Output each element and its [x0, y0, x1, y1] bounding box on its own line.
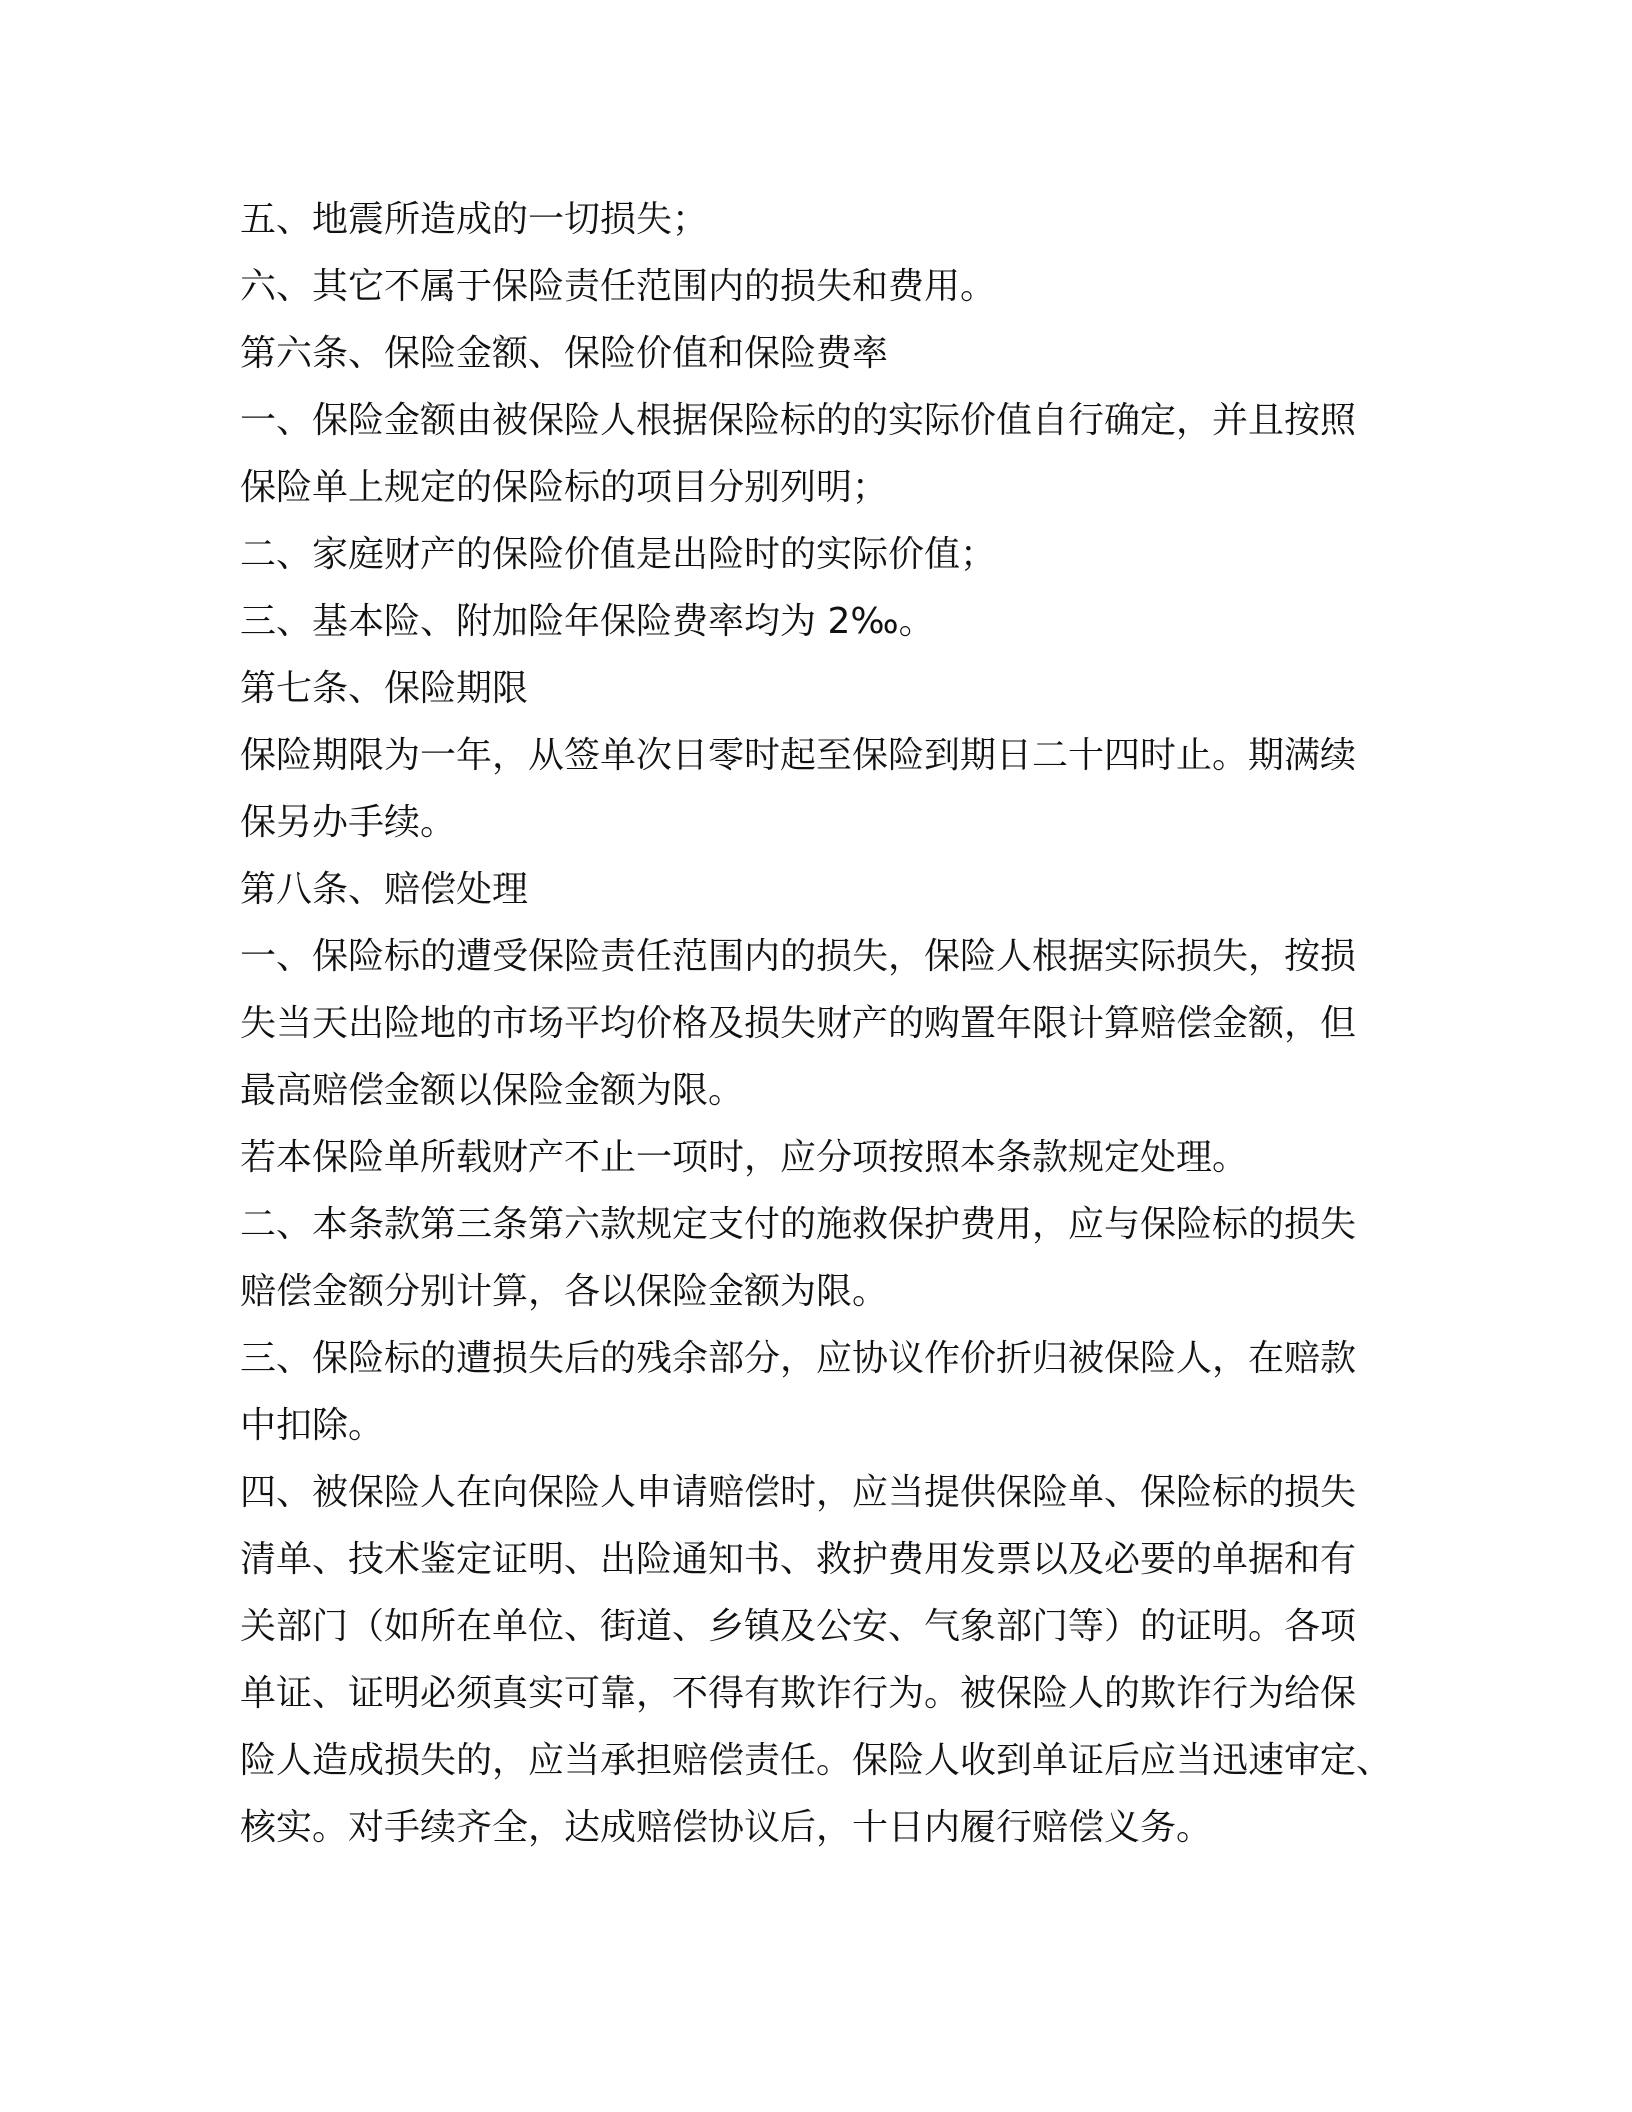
text-line: 四、被保险人在向保险人申请赔偿时，应当提供保险单、保险标的损失 — [240, 1472, 1357, 1513]
text-line: 险人造成损失的，应当承担赔偿责任。保险人收到单证后应当迅速审定、 — [240, 1740, 1393, 1781]
text-line: 清单、技术鉴定证明、出险通知书、救护费用发票以及必要的单据和有 — [240, 1539, 1357, 1580]
text-line: 保险期限为一年，从签单次日零时起至保险到期日二十四时止。期满续 — [240, 735, 1357, 776]
text-line: 六、其它不属于保险责任范围内的损失和费用。 — [240, 266, 997, 307]
section-heading: 第六条、保险金额、保险价值和保险费率 — [240, 333, 889, 374]
text-line: 保险单上规定的保险标的项目分别列明； — [240, 467, 889, 508]
text-line: 一、保险金额由被保险人根据保险标的的实际价值自行确定，并且按照 — [240, 400, 1357, 441]
text-line: 核实。对手续齐全，达成赔偿协议后，十日内履行赔偿义务。 — [240, 1807, 1213, 1848]
text-line: 二、家庭财产的保险价值是出险时的实际价值； — [240, 534, 997, 575]
text-line: 保另办手续。 — [240, 802, 457, 843]
section-heading: 第八条、赔偿处理 — [240, 869, 529, 910]
text-line: 关部门（如所在单位、街道、乡镇及公安、气象部门等）的证明。各项 — [240, 1606, 1357, 1647]
text-line: 三、保险标的遭损失后的残余部分，应协议作价折归被保险人，在赔款 — [240, 1338, 1357, 1379]
text-line: 失当天出险地的市场平均价格及损失财产的购置年限计算赔偿金额，但 — [240, 1003, 1357, 1044]
text-line: 最高赔偿金额以保险金额为限。 — [240, 1070, 745, 1111]
text-line: 五、地震所造成的一切损失； — [240, 199, 709, 240]
text-line: 若本保险单所载财产不止一项时，应分项按照本条款规定处理。 — [240, 1137, 1249, 1178]
text-line: 中扣除。 — [240, 1405, 385, 1446]
text-line: 三、基本险、附加险年保险费率均为 2‰。 — [240, 601, 935, 642]
text-line: 一、保险标的遭受保险责任范围内的损失，保险人根据实际损失，按损 — [240, 936, 1357, 977]
section-heading: 第七条、保险期限 — [240, 668, 529, 709]
text-line: 赔偿金额分别计算，各以保险金额为限。 — [240, 1271, 889, 1312]
text-line: 单证、证明必须真实可靠，不得有欺诈行为。被保险人的欺诈行为给保 — [240, 1673, 1357, 1714]
document-body — [240, 186, 1393, 1861]
text-line: 二、本条款第三条第六款规定支付的施救保护费用，应与保险标的损失 — [240, 1204, 1357, 1245]
